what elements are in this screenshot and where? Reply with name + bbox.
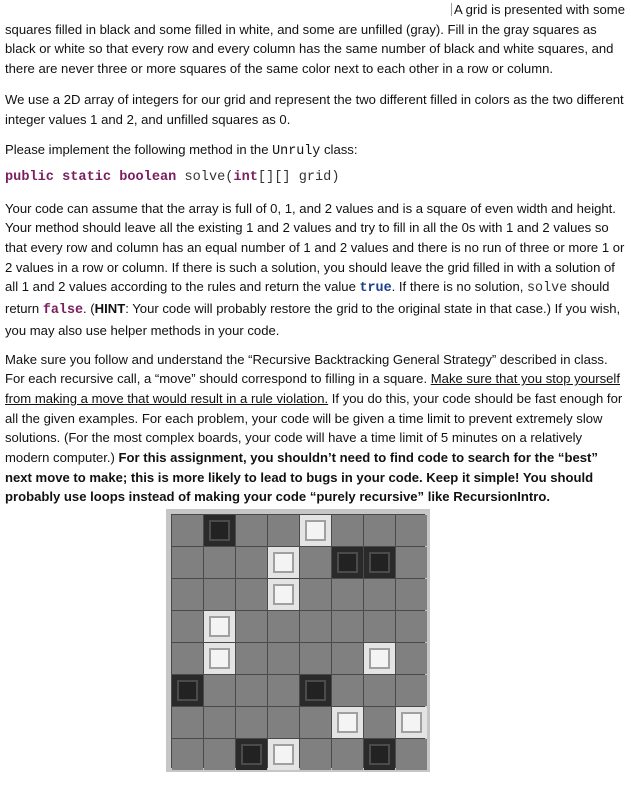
board-cell-gray [332,579,363,610]
board-cell-gray [236,643,267,674]
strategy-bold: For this assignment, you shouldn’t need to find code to search for the “best” next move to make; this is more likely to lead to bugs in your code. Keep it simple! You should probably use loops instead of making your code “purely recursive” like RecursionIntro. [5,450,598,505]
board-cell-gray [204,707,235,738]
solve-keyword: solve [527,281,568,297]
strategy-paragraph [5,350,627,508]
board-cell-black [332,547,363,578]
board-cell-gray [172,739,203,770]
method-signature [5,168,627,188]
board-cell-white [396,707,427,738]
board-cell-gray [268,643,299,674]
board-cell-gray [172,579,203,610]
board-cell-black [364,547,395,578]
board-cell-gray [204,739,235,770]
representation-paragraph: We use a 2D array of integers for our grid and represent the two different filled in colors as the two different integer values 1 and 2, and unfilled squares as 0. [5,91,624,127]
board-cell-gray [396,579,427,610]
board-cell-gray [396,643,427,674]
strategy-text-a: Make sure you follow and understand the “Recursive Backtracking General Strategy” described in class. For each recursive call, a “move” should correspond to filling in a square. [5,351,608,387]
board-cell-gray [364,675,395,706]
board-cell-gray [300,611,331,642]
board-cell-gray [300,707,331,738]
board-cell-gray [204,579,235,610]
board-cell-black [172,675,203,706]
board-grid [171,514,425,768]
board-cell-gray [268,515,299,546]
board-cell-black [300,675,331,706]
board-cell-gray [172,547,203,578]
board-cell-white [364,643,395,674]
hint-label: HINT [94,301,126,317]
board-cell-white [204,611,235,642]
signature-params: [][] grid) [257,169,340,185]
board-cell-gray [332,739,363,770]
board-cell-gray [236,515,267,546]
board-cell-gray [204,547,235,578]
intro-first-text: A grid is presented with some [453,2,625,17]
signature-name: solve( [176,169,234,185]
board-cell-gray [236,707,267,738]
strategy-underlined: Make sure that you stop yourself from making a move that would result in a rule violation. [5,371,620,406]
board-cell-gray [332,643,363,674]
board-cell-gray [332,675,363,706]
board-cell-white [268,579,299,610]
board-cell-gray [236,611,267,642]
board-cell-gray [172,643,203,674]
text-cursor [451,3,452,16]
behavior-text-e: : Your code will probably restore the grid to the original state in that case.) If you wish, you may also use helper methods in your code. [5,301,621,338]
board-cell-black [236,739,267,770]
board-cell-gray [268,675,299,706]
board-cell-gray [300,579,331,610]
board-cell-gray [236,579,267,610]
behavior-paragraph [5,199,627,341]
board-cell-gray [396,547,427,578]
board-cell-gray [268,707,299,738]
behavior-text-c: should return [5,279,610,317]
intro-rest-text: squares filled in black and some filled in white, and some are unfilled (gray). Fill in the gray squares as black or white so that every row and every column has the same number of black and white squares, and there are never three or more squares of the same color next to each other in a row or column. [5,21,614,77]
board-cell-gray [396,675,427,706]
true-keyword: true [359,281,392,297]
implement-suffix: class: [320,142,358,158]
unruly-board [166,509,430,772]
implement-paragraph [5,140,627,162]
class-name: Unruly [272,144,321,160]
board-cell-white [332,707,363,738]
board-cell-white [268,739,299,770]
board-cell-gray [332,515,363,546]
behavior-text-d: . ( [83,301,95,317]
board-cell-gray [332,611,363,642]
board-cell-gray [236,547,267,578]
board-cell-gray [172,707,203,738]
board-cell-gray [300,643,331,674]
board-cell-gray [364,611,395,642]
board-cell-gray [300,739,331,770]
board-cell-black [364,739,395,770]
board-cell-white [300,515,331,546]
board-cell-gray [204,675,235,706]
signature-type: int [233,169,258,185]
implement-text: Please implement the following method in the [5,142,273,158]
board-cell-white [204,643,235,674]
board-cell-gray [396,739,427,770]
strategy-text-b: If you do this, your code should be fast enough for all the given examples. For each problem, your code will be given a time limit to prevent extremely slow solutions. (For the most complex boards, your code will have a time limit of 5 minutes on a relatively modern computer.) [5,390,623,466]
board-cell-gray [172,611,203,642]
board-cell-gray [396,611,427,642]
behavior-text-b: . If there is no solution, [391,279,528,295]
intro-first-line [5,0,627,20]
board-cell-gray [364,515,395,546]
board-cell-gray [236,675,267,706]
behavior-text-a: Your code can assume that the array is full of 0, 1, and 2 values and is a square of even width and height. Your method should leave all the existing 1 and 2 values and try to fill in all the 0s with 1 and 2 values so that every row and column has an equal number of 1 and 2 values and there is no run of three or more 1 or 2 values in a row or column. If there is such a solution, you should leave the grid filled in with a solution of all 1 and 2 values according to the rules and return the value [5,200,625,295]
signature-modifiers: public static boolean [5,169,177,185]
board-cell-black [204,515,235,546]
board-cell-gray [300,547,331,578]
board-cell-gray [364,579,395,610]
board-cell-gray [364,707,395,738]
false-keyword: false [42,303,84,319]
assignment-document [5,0,627,516]
board-cell-gray [172,515,203,546]
board-cell-white [268,547,299,578]
intro-paragraph [5,0,627,79]
board-cell-gray [396,515,427,546]
board-cell-gray [268,611,299,642]
